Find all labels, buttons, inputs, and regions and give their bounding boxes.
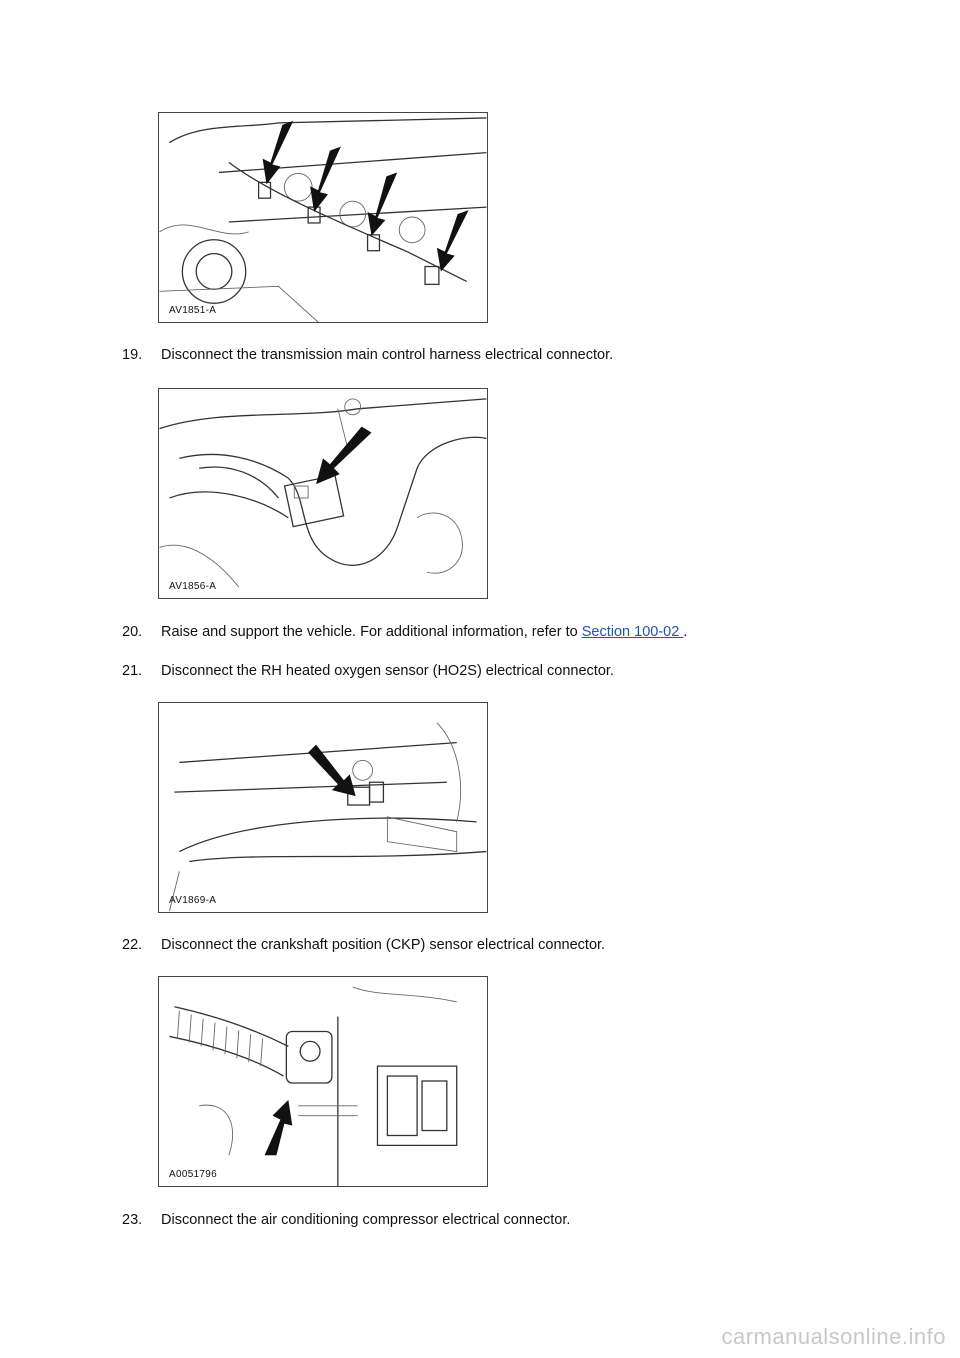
engine-illustration bbox=[159, 113, 487, 322]
step-23 bbox=[122, 1211, 570, 1229]
arrow-icon bbox=[265, 1100, 293, 1155]
engine-illustration bbox=[159, 703, 487, 912]
step-number: 23. bbox=[122, 1212, 143, 1228]
arrow-icon bbox=[308, 745, 356, 797]
step-number: 20. bbox=[122, 624, 143, 640]
step-text: Disconnect the RH heated oxygen sensor (HO2S) electrical connector. bbox=[161, 663, 614, 679]
figure-transmission-connector bbox=[158, 388, 488, 599]
step-20 bbox=[122, 623, 687, 641]
figure-id: AV1856-A bbox=[169, 581, 217, 592]
step-number: 22. bbox=[122, 937, 143, 953]
step-number: 21. bbox=[122, 663, 143, 679]
arrow-icon bbox=[437, 210, 469, 271]
watermark: carmanualsonline.info bbox=[721, 1324, 946, 1349]
step-21 bbox=[122, 662, 614, 680]
section-link[interactable]: Section 100-02 bbox=[581, 624, 684, 640]
engine-illustration bbox=[159, 977, 487, 1186]
arrow-icon bbox=[310, 147, 341, 212]
step-19 bbox=[122, 346, 613, 364]
step-text: Disconnect the crankshaft position (CKP) sensor electrical connector. bbox=[161, 937, 606, 953]
figure-id: AV1851-A bbox=[169, 305, 217, 316]
arrow-icon bbox=[263, 121, 294, 184]
figure-ckp-connector bbox=[158, 976, 488, 1187]
step-text: Disconnect the transmission main control harness electrical connector. bbox=[161, 347, 614, 363]
step-22 bbox=[122, 936, 605, 954]
engine-illustration bbox=[159, 389, 487, 598]
figure-id: A0051796 bbox=[169, 1169, 218, 1180]
arrow-icon bbox=[316, 427, 371, 484]
step-number: 19. bbox=[122, 347, 143, 363]
step-text: Disconnect the air conditioning compressor electrical connector. bbox=[161, 1212, 571, 1228]
figure-id: AV1869-A bbox=[169, 895, 217, 906]
step-text-end: . bbox=[683, 624, 688, 640]
step-text: Raise and support the vehicle. For additional information, refer to bbox=[161, 624, 582, 640]
figure-ignition-connectors bbox=[158, 112, 488, 323]
figure-ho2s-connector bbox=[158, 702, 488, 913]
arrow-icon bbox=[368, 172, 398, 235]
